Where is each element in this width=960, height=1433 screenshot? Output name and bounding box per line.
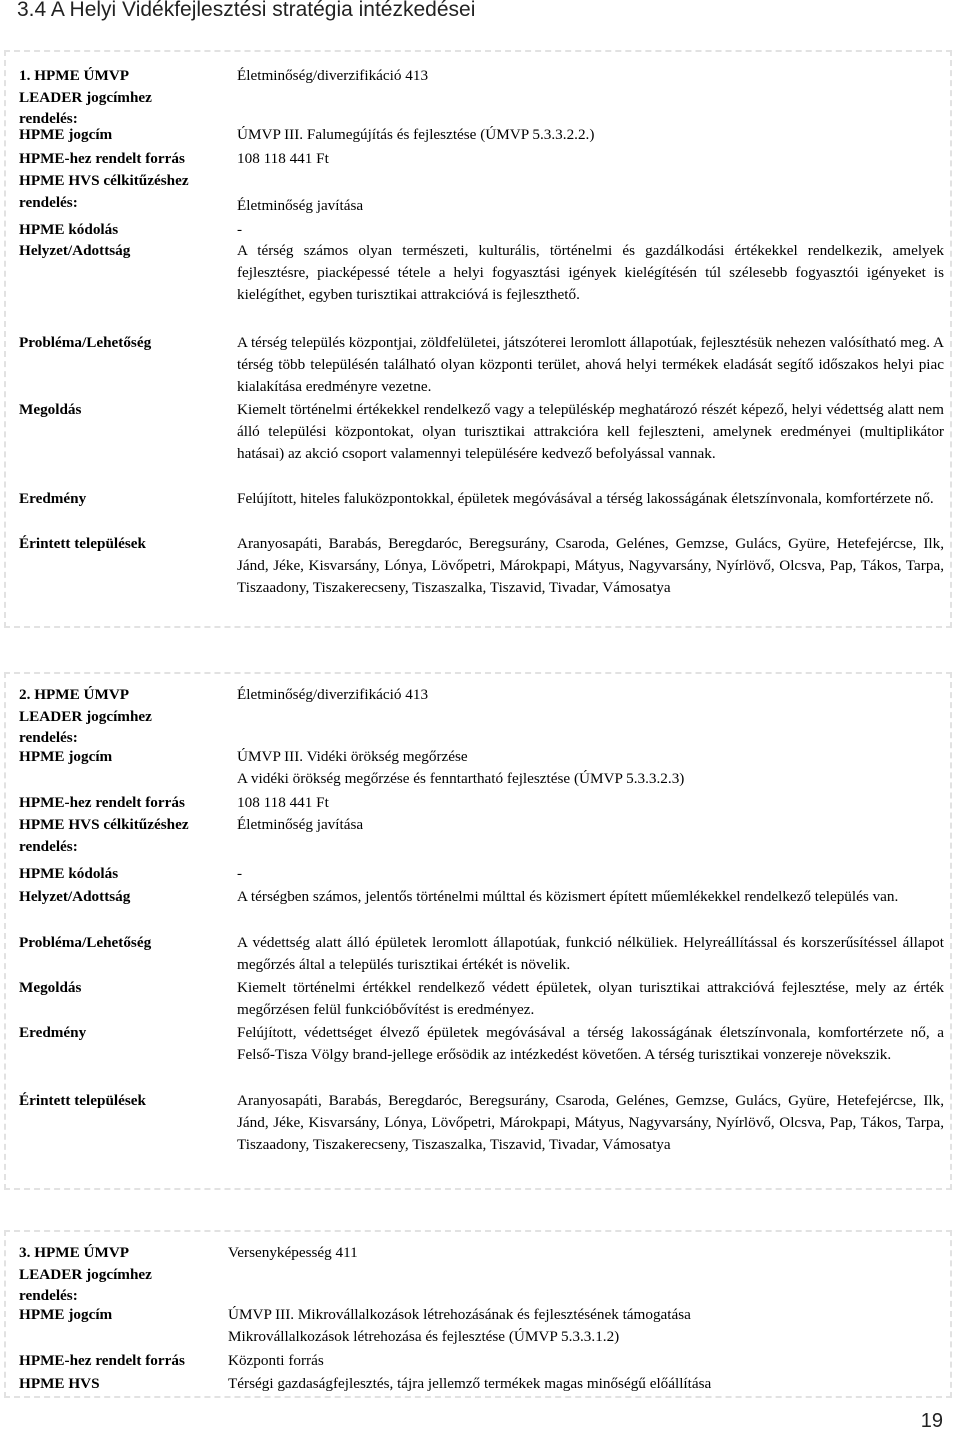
label-result: Eredmény bbox=[19, 490, 87, 507]
value-jogcim: ÚMVP III. Vidéki örökség megőrzése A vidéki örökség megőrzése és fenntartható fejlesztése (ÚMVP 5.3.3.2.3) bbox=[237, 748, 685, 788]
label-problem: Probléma/Lehetőség bbox=[19, 934, 152, 951]
value-situation: A térség számos olyan természeti, kulturális, történelmi és gazdálkodási értékekkel rendelkezik, amelyek fejlesztésre, piacképessé tétele a helyi fogyasztási igények kielégítésén túl szélesebb fogyasztói igényeket is kielégíthet, egyben turisztikai attrakcióvá is fejleszthető. bbox=[237, 242, 944, 304]
label-jogcim: HPME jogcím bbox=[19, 1306, 113, 1323]
label-source: HPME-hez rendelt forrás bbox=[19, 1352, 185, 1369]
value-solution: Kiemelt történelmi értékekkel rendelkező vagy a településkép meghatározó részét képező, helyi védettség alatt nem álló települési központokat, olyan turisztikai attrakcióra kell fejleszteni, amelynek eredményei (multiplikátor hatásai) az akció csoport valamennyi településére kedvező befolyással vannak. bbox=[237, 401, 944, 463]
label-hvs-goal: HPME HVS célkitűzéshez rendelés: bbox=[19, 816, 189, 855]
label-coding: HPME kódolás bbox=[19, 865, 119, 882]
value-hvs-goal: Életminőség javítása bbox=[237, 197, 364, 214]
label-solution: Megoldás bbox=[19, 401, 82, 418]
label-hvs: HPME HVS bbox=[19, 1375, 100, 1392]
value-settlements: Aranyosapáti, Barabás, Beregdaróc, Beregsurány, Csaroda, Gelénes, Gemzse, Gulács, Gyüre, Hetefejércse, Ilk, Jánd, Jéke, Kisvarsány, Lónya, Lövőpetri, Márokpapi, Mátyus, Nagyvarsány, Nyírlövő, Olcsva, Pap, Tákos, Tarpa, Tiszaadony, Tiszakerecseny, Tiszaszalka, Tiszavid, Tivadar, Vámosatya bbox=[237, 535, 944, 597]
label-source: HPME-hez rendelt forrás bbox=[19, 150, 185, 167]
label-settlements: Érintett települések bbox=[19, 535, 146, 552]
page-title: 3.4 A Helyi Vidékfejlesztési stratégia intézkedései bbox=[17, 0, 476, 21]
label-situation: Helyzet/Adottság bbox=[19, 242, 131, 259]
value-jogcim: ÚMVP III. Falumegújítás és fejlesztése (ÚMVP 5.3.3.2.2.) bbox=[237, 126, 595, 143]
measure-panel-1 bbox=[4, 50, 952, 628]
page-number: 19 bbox=[920, 1410, 943, 1432]
value-settlements: Aranyosapáti, Barabás, Beregdaróc, Beregsurány, Csaroda, Gelénes, Gemzse, Gulács, Gyüre, Hetefejércse, Ilk, Jánd, Jéke, Kisvarsány, Lónya, Lövőpetri, Márokpapi, Mátyus, Nagyvarsány, Nyírlövő, Olcsva, Pap, Tákos, Tarpa, Tiszaadony, Tiszakerecseny, Tiszaszalka, Tiszavid, Tivadar, Vámosatya bbox=[237, 1092, 944, 1154]
value-result: Felújított, védettséget élvező épületek megóvásával a térség lakosságának életszínvonala, komfortérzete nő, a Felső-Tisza Völgy brand-jellege erősödik az intézkedést követően. A térség turisztikai vonzereje növekszik. bbox=[237, 1024, 944, 1064]
label-leader-assignment: 2. HPME ÚMVP LEADER jogcímhez rendelés: bbox=[19, 686, 152, 746]
value-solution: Kiemelt történelmi értékkel rendelkező védett épületek, olyan turisztikai attrakcióvá fejlesztése, mely az érték megőrzésen felül funkcióbővítést is eredményez. bbox=[237, 979, 944, 1019]
label-leader-assignment: 3. HPME ÚMVP LEADER jogcímhez rendelés: bbox=[19, 1244, 152, 1304]
value-result: Felújított, hiteles faluközpontokkal, épületek megóvásával a térség lakosságának életszínvonala, komfortérzete nő. bbox=[237, 490, 934, 507]
value-source: Központi forrás bbox=[228, 1352, 324, 1369]
value-jogcim: ÚMVP III. Mikrovállalkozások létrehozásának és fejlesztésének támogatása Mikrovállalkozások létrehozása és fejlesztése (ÚMVP 5.3.3.1.2) bbox=[228, 1306, 691, 1346]
value-coding: - bbox=[237, 221, 243, 238]
measure-panel-3 bbox=[4, 1230, 952, 1398]
value-source: 108 118 441 Ft bbox=[237, 794, 329, 811]
value-problem: A térség település központjai, zöldfelületei, játszóterei leromlott állapotúak, fejlesztésük nehezen valósítható meg. A térség több településén található olyan központi terület, ahová helyi termékek eladását segítő időszakos helyi piac kialakítása eredményre vezetne. bbox=[237, 334, 944, 396]
label-hvs-goal: HPME HVS célkitűzéshez rendelés: bbox=[19, 172, 189, 211]
value-hvs: Térségi gazdaságfejlesztés, tájra jellemző termékek magas minőségű előállítása bbox=[228, 1375, 712, 1392]
label-settlements: Érintett települések bbox=[19, 1092, 146, 1109]
label-source: HPME-hez rendelt forrás bbox=[19, 794, 185, 811]
label-problem: Probléma/Lehetőség bbox=[19, 334, 152, 351]
label-solution: Megoldás bbox=[19, 979, 82, 996]
label-coding: HPME kódolás bbox=[19, 221, 119, 238]
label-result: Eredmény bbox=[19, 1024, 87, 1041]
label-leader-assignment: 1. HPME ÚMVP LEADER jogcímhez rendelés: bbox=[19, 67, 152, 127]
measure-panel-2 bbox=[4, 672, 952, 1190]
value-situation: A térségben számos, jelentős történelmi múlttal és közismert épített műemlékekkel rendelkező település van. bbox=[237, 888, 899, 905]
label-jogcim: HPME jogcím bbox=[19, 748, 113, 765]
label-jogcim: HPME jogcím bbox=[19, 126, 113, 143]
value-leader-assignment: Életminőség/diverzifikáció 413 bbox=[237, 67, 429, 84]
value-leader-assignment: Életminőség/diverzifikáció 413 bbox=[237, 686, 429, 703]
label-situation: Helyzet/Adottság bbox=[19, 888, 131, 905]
value-coding: - bbox=[237, 865, 243, 882]
value-leader-assignment: Versenyképesség 411 bbox=[228, 1244, 358, 1261]
value-hvs-goal: Életminőség javítása bbox=[237, 816, 364, 833]
value-source: 108 118 441 Ft bbox=[237, 150, 329, 167]
value-problem: A védettség alatt álló épületek leromlott állapotúak, funkció nélküliek. Helyreállítással és korszerűsítéssel állapot megőrzés által a település turisztikai értékét is növelik. bbox=[237, 934, 944, 974]
